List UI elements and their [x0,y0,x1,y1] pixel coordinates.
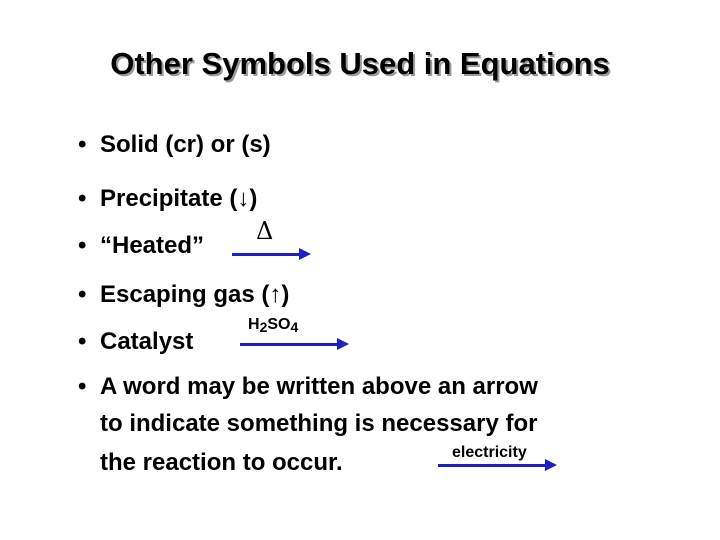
bullet: • [78,232,87,259]
item-text: Escaping gas ( [100,281,270,308]
catalyst-reaction-arrow-icon [240,343,338,346]
bullet: • [78,131,87,158]
list-item-word-arrow [78,373,538,401]
list-item-heated [78,232,204,260]
item-text: Solid (cr) or (s) [100,131,271,158]
item-text-end: ) [281,281,290,308]
list-item-escaping-gas [78,281,289,309]
electricity-label: electricity [452,444,527,461]
formula-sub-4: 4 [290,319,299,335]
formula-sub-2: 2 [259,319,268,335]
item-text-line-1: A word may be written above an arrow [100,373,538,400]
item-text: Catalyst [100,328,194,355]
bullet: • [78,281,87,308]
list-item-word-arrow-line-2: to indicate something is necessary for [100,410,538,437]
bullet: • [78,328,87,355]
up-arrow-symbol: ↑ [269,281,282,308]
item-text: Precipitate (↓) [100,185,258,212]
page-title: Other Symbols Used in Equations [110,46,610,81]
heat-delta-symbol: Δ [256,217,274,245]
catalyst-formula [248,316,298,335]
item-text: “Heated” [100,232,205,259]
formula-h: H [248,316,260,333]
electricity-reaction-arrow-icon [438,464,546,467]
list-item-word-arrow-line-3: the reaction to occur. [100,449,343,476]
list-item-precipitate [78,185,257,213]
bullet: • [78,185,87,212]
list-item-catalyst [78,328,193,356]
bullet: • [78,373,87,400]
list-item-solid [78,131,271,159]
formula-so: SO [267,316,291,333]
heat-reaction-arrow-icon [232,253,300,256]
